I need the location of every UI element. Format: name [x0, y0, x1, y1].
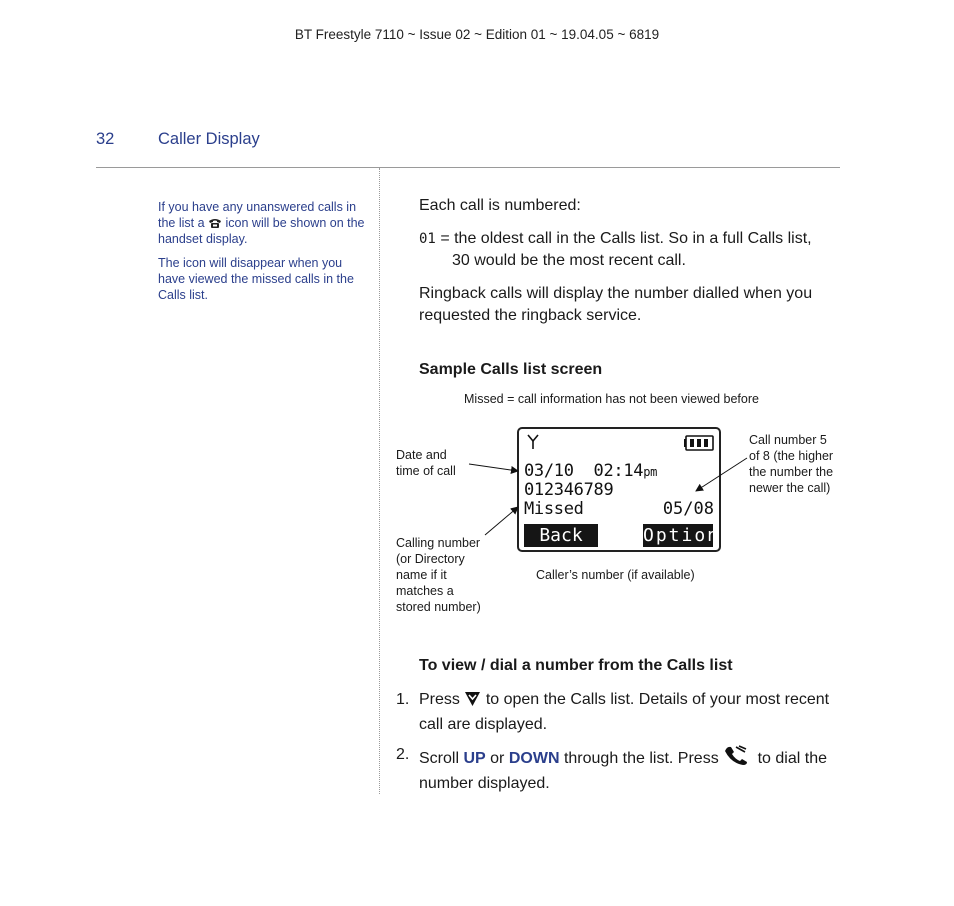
calling-number-caption-line: (or Directory — [396, 552, 465, 566]
step-2-text — [419, 744, 836, 795]
calling-number-caption-line: stored number) — [396, 600, 481, 614]
missed-caption: Missed = call information has not been viewed before — [464, 392, 759, 406]
step-1 — [396, 689, 836, 736]
call-number-caption-line: the number the — [749, 465, 834, 479]
display-datetime — [524, 461, 657, 482]
call-number-caption-line: Call number 5 — [749, 433, 827, 447]
option-softkey[interactable]: Option — [643, 525, 721, 546]
step-1-text-a: Press — [419, 691, 460, 708]
date-caption — [396, 447, 456, 479]
calling-number-caption-line: name if it — [396, 568, 447, 582]
ringback-text: Ringback calls will display the number dialled when you requested the ringback service. — [419, 285, 813, 324]
call-number-caption — [749, 432, 833, 496]
sample-heading: Sample Calls list screen — [419, 361, 603, 378]
callers-number-caption: Caller’s number (if available) — [536, 568, 695, 582]
numbering-text: = the oldest call in the Calls list. So in a full Calls list, — [440, 230, 812, 247]
step-2-text-a: Scroll — [419, 750, 460, 767]
talk-key-icon — [723, 744, 753, 773]
step-2-text-b: through the list. Press — [563, 750, 719, 767]
procedure-heading: To view / dial a number from the Calls list — [419, 657, 733, 674]
step-1-text-b: to open the Calls list. Details of your most recent call are displayed. — [419, 691, 830, 733]
step-2-number: 2. — [396, 746, 410, 763]
missed-call-phone-icon — [208, 217, 222, 229]
back-softkey[interactable]: Back — [524, 524, 598, 547]
sidebar-notes — [158, 199, 366, 303]
call-number-caption-line: of 8 (the higher — [749, 449, 834, 463]
signal-antenna-icon — [527, 434, 539, 450]
display-status: Missed — [524, 499, 584, 519]
sidebar-note-1 — [158, 199, 366, 247]
numbering-text-2: 30 would be the most recent call. — [452, 252, 686, 269]
call-number-caption-line: newer the call) — [749, 481, 831, 495]
step-2-text-c: to dial the number displayed. — [419, 750, 827, 792]
header-rule — [96, 167, 840, 168]
numbering-code: 01 — [419, 231, 436, 247]
up-key-label: UP — [463, 750, 486, 767]
main-body — [419, 195, 839, 327]
display-number: 012346789 — [524, 480, 614, 500]
calls-list-down-icon — [464, 691, 481, 714]
calling-number-caption-line: Calling number — [396, 536, 481, 550]
page-number: 32 — [96, 130, 115, 148]
intro-text: Each call is numbered: — [419, 197, 581, 214]
running-head: BT Freestyle 7110 ~ Issue 02 ~ Edition 01 ~ 19.04.05 ~ 6819 — [294, 27, 660, 42]
step-1-text — [419, 689, 836, 736]
numbering-para — [419, 228, 839, 250]
date-caption-line-2: time of call — [396, 464, 456, 478]
column-divider — [379, 168, 381, 794]
sidebar-note-1-text-b: icon will be shown on the handset display. — [158, 216, 365, 246]
display-datetime-value: 03/10 02:14 — [524, 461, 644, 481]
down-key-label: DOWN — [508, 750, 560, 767]
sidebar-note-2: The icon will disappear when you have viewed the missed calls in the Calls list. — [158, 256, 354, 302]
battery-icon — [684, 435, 714, 451]
calling-number-caption-line: matches a — [396, 584, 454, 598]
sidebar-note-1-text-a: If you have any unanswered calls in the list a — [158, 200, 357, 230]
handset-display — [517, 427, 721, 552]
date-pointer — [469, 464, 518, 471]
display-index: 05/08 — [662, 499, 714, 519]
step-1-number: 1. — [396, 691, 410, 708]
date-caption-line-1: Date and — [396, 448, 447, 462]
display-ampm: pm — [643, 465, 658, 479]
calling-number-pointer — [485, 507, 518, 535]
calling-number-caption — [396, 535, 481, 615]
section-title: Caller Display — [158, 130, 260, 148]
step-2-or: or — [490, 750, 505, 767]
step-2 — [396, 744, 836, 795]
